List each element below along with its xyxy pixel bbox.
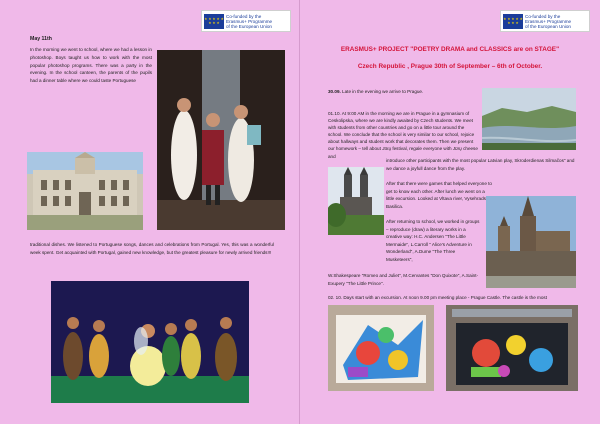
- date-30-09: 30.09.: [328, 89, 341, 94]
- eu-logo-line3: of the European Union: [226, 23, 272, 29]
- eu-logo-line2: Erasmus+ Programme: [525, 18, 572, 24]
- right-paragraph-3: introduce other participants with the most popular Latvian play, Skroderdienas Silmačos" and we dance a joyfull dance from the play.: [386, 158, 575, 171]
- eu-logo-line1: Co-funded by the: [525, 13, 561, 19]
- eu-logo-line3: of the European Union: [525, 23, 571, 29]
- right-paragraph-2: [328, 110, 478, 160]
- right-paragraph-7: 02. 10. Days start with an excursion. At noon 9.00 pm meeting place - Prague Castle. The castle is the most: [328, 295, 547, 300]
- photo-monastery: [27, 152, 143, 230]
- p2-text-c: cheese and: [328, 146, 478, 159]
- photo-vltava-river: [482, 88, 576, 150]
- eu-logo-line2: Erasmus+ Programme: [226, 18, 273, 24]
- eu-cofunded-logo: [500, 10, 590, 32]
- right-paragraph-4: After that there were games that helped everyone to get to know each other. After lunch we went on a little excursion. Looked at Vltava river, Vysehrads Basilica.: [386, 181, 492, 209]
- eu-flag-icon: ★ ★ ★ ★ ★ ★ ★ ★: [503, 14, 523, 29]
- right-paragraph-6: W.Shakespeare "Romeo and Juliet", M.Cervantes "Don Quixote", A.Saint-Exupery "The Little Prince".: [328, 273, 479, 286]
- p2-festival: Jūrų: [382, 146, 392, 152]
- right-paragraph-5: After returning to school, we worked in groups – reproduce (draw) a literary works in a creative way: H.C. Andersen "The Little Mermaide", L.Carroll " Alice's Adventure in Wonderland", A.Dume "The Three Musketeers",: [386, 219, 480, 262]
- p1-text: Late in the evening we arrive to Prague.: [340, 89, 424, 94]
- right-page: [300, 0, 600, 424]
- left-paragraph-2: traditional dishes. We listened to Portuguese songs, dances and celebrations from Portugal. Yes, this was a wonderful week spent. Get acquainted with Portugal, gained new knowledge, but the greatest pleasure for newly arrived friends!!!: [30, 242, 274, 255]
- photo-vysehrad-basilica: [328, 167, 384, 235]
- p2-cheese: Jūrų: [452, 146, 462, 152]
- eu-flag-icon: ★ ★ ★ ★ ★ ★ ★ ★: [204, 14, 224, 29]
- left-date-heading: May 11th: [30, 36, 52, 42]
- photo-stage-performance: [157, 50, 285, 230]
- photo-group-artwork-2: [446, 305, 578, 391]
- eu-logo-line1: Co-funded by the: [226, 13, 262, 19]
- eu-cofunded-logo: [201, 10, 291, 32]
- p2-text-b: festival, regale everyone with: [391, 146, 453, 152]
- p2-text-a: 01.10. At 9:00 AM in the morning we are in Prague in a gymnasium of Ceskolipska, where we are kindly awaited by Czech students. We meet with students from other countries and go on a little tour around the school. We conclude that the school is very similar to our school, rejoice about hallways and student work that decorates them. Then we present our homework – tell about: [328, 111, 475, 152]
- project-title: ERASMUS+ PROJECT "POETRY DRAMA and CLASSICS are on STAGE": [340, 46, 560, 53]
- photo-group-artwork-1: [328, 305, 434, 391]
- left-paragraph-1: In the morning we went to school, where we had a lesson in photoshop. Boys taught us how to work with the most popular photoshop programs. There was a party in the evening. In the school canteen, the parents of the pupils had a dinner table where we could taste Portuguese: [30, 47, 152, 84]
- photo-prague-cathedral: [486, 196, 576, 288]
- photo-fairy-dancers: [51, 281, 249, 403]
- project-subtitle: Czech Republic , Prague 30th of September – 6th of October.: [357, 63, 543, 70]
- right-paragraph-1: [328, 88, 478, 96]
